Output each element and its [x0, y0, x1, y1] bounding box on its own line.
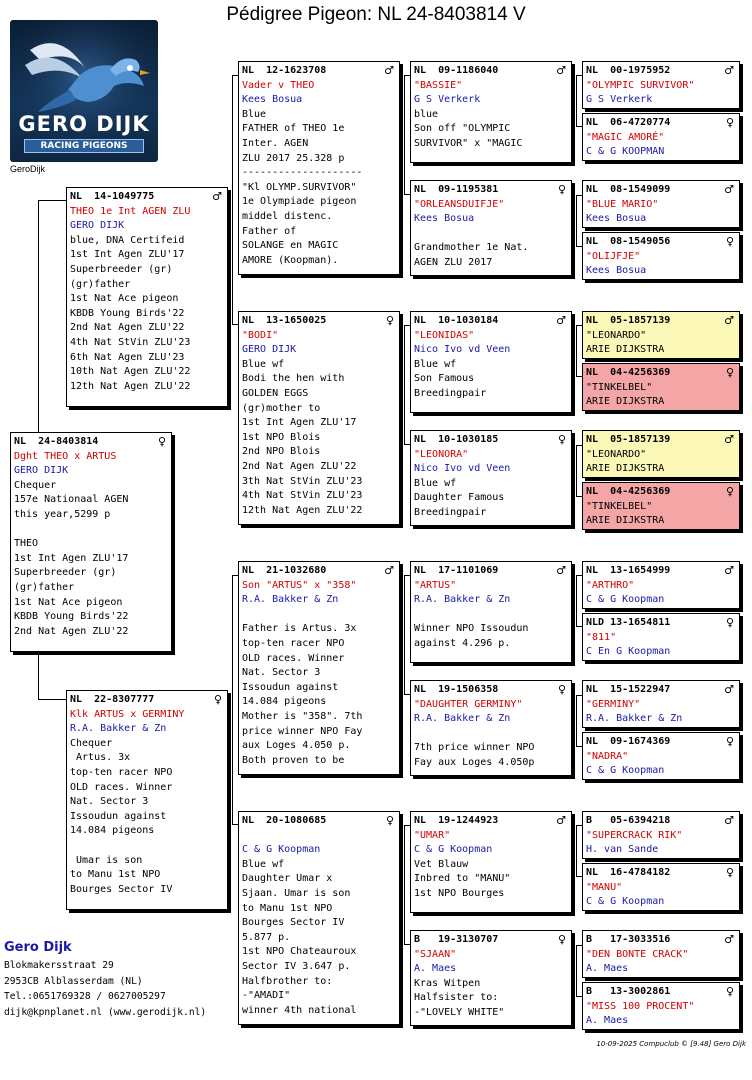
breeder-phone[interactable]: Tel.:0651769328 / 0627005297: [4, 991, 166, 1003]
ring-number: NL 15-1522947: [586, 684, 671, 695]
breeder-name: Gero Dijk: [4, 940, 72, 955]
owner-name: G S Verkerk: [586, 94, 653, 106]
pigeon-card-mfm[interactable]: [410, 680, 572, 776]
female-sex-icon: ♀: [725, 485, 734, 498]
pigeon-card-g7[interactable]: [582, 430, 740, 478]
card-header: [586, 616, 736, 631]
card-text-line: FATHER of THEO 1e: [242, 123, 345, 135]
card-text-line: OLD races. Winner: [70, 781, 173, 793]
card-header: [414, 683, 568, 698]
card-header: [586, 235, 736, 250]
ring-number: B 05-6394218: [586, 815, 671, 826]
pigeon-name: "MISS 100 PROCENT": [586, 1000, 695, 1012]
pigeon-card-dam-dam[interactable]: [238, 811, 400, 1025]
female-sex-icon: ♀: [725, 616, 734, 629]
pigeon-card-mff[interactable]: [410, 561, 572, 663]
card-text-line: -"LOVELY WHITE": [414, 1006, 505, 1018]
card-text-line: middel distenc.: [242, 210, 333, 222]
ring-number: NL 12-1623708: [242, 65, 327, 76]
pigeon-card-g10[interactable]: [582, 613, 740, 661]
pigeon-card-subject[interactable]: [10, 432, 172, 652]
pigeon-card-g9[interactable]: [582, 561, 740, 609]
ring-number: NL 04-4256369: [586, 367, 671, 378]
card-text-line: 1e Olympiade pigeon: [242, 196, 357, 208]
card-header: [242, 314, 396, 329]
card-text-line: AMORE (Koopman).: [242, 254, 339, 266]
pigeon-card-g8[interactable]: [582, 482, 740, 530]
pigeon-name: "UMAR": [414, 829, 451, 841]
pigeon-name: "BODI": [242, 329, 279, 341]
male-sex-icon: ♂: [724, 433, 734, 446]
pigeon-name: "GERMINY": [586, 698, 641, 710]
card-text-line: GOLDEN EGGS: [242, 387, 309, 399]
card-text-line: [242, 829, 396, 844]
pigeon-card-sire[interactable]: [66, 187, 228, 407]
pigeon-name: "MANU": [586, 881, 623, 893]
pigeon-card-g4[interactable]: [582, 232, 740, 280]
logo-subtext: RACING PIGEONS: [24, 139, 144, 153]
card-text-line: Grandmother 1e Nat.: [414, 242, 529, 254]
owner-name: GERO DIJK: [70, 220, 125, 232]
owner-name: C & G Koopman: [586, 896, 665, 908]
card-text-line: Chequer: [70, 737, 113, 749]
male-sex-icon: ♂: [724, 683, 734, 696]
card-text-line: "TINKELBEL": [586, 381, 653, 393]
card-header: [242, 564, 396, 579]
card-text-line: Father is Artus. 3x: [242, 623, 357, 635]
logo: [10, 20, 158, 162]
card-text-line: this year,5299 p: [14, 508, 111, 520]
card-text-line: Nat. Sector 3: [70, 796, 149, 808]
card-text-line: Halfsister to:: [414, 992, 499, 1004]
male-sex-icon: ♂: [724, 314, 734, 327]
pigeon-card-g11[interactable]: [582, 680, 740, 728]
card-text-line: Inter. AGEN: [242, 137, 309, 149]
male-sex-icon: ♂: [384, 64, 394, 77]
pigeon-card-g2[interactable]: [582, 113, 740, 161]
card-text-line: (gr)father: [70, 278, 131, 290]
card-header: [586, 985, 736, 1000]
pigeon-card-sire-sire[interactable]: [238, 61, 400, 275]
pigeon-name: "LEONIDAS": [414, 329, 475, 341]
pigeon-card-g5[interactable]: [582, 311, 740, 359]
card-text-line: Bodi the hen with: [242, 373, 345, 385]
pigeon-card-g16[interactable]: [582, 982, 740, 1030]
male-sex-icon: ♂: [724, 933, 734, 946]
card-text-line: winner 4th national: [242, 1004, 357, 1016]
pigeon-card-fmf[interactable]: [410, 311, 572, 413]
ring-number: NL 05-1857139: [586, 315, 671, 326]
male-sex-icon: ♂: [556, 64, 566, 77]
male-sex-icon: ♂: [724, 64, 734, 77]
pigeon-card-fff[interactable]: [410, 61, 572, 163]
card-text-line: [414, 227, 568, 242]
owner-name: A. Maes: [586, 963, 629, 975]
pigeon-name: "ORLEANSDUIFJE": [414, 198, 505, 210]
pigeon-name: "DEN BONTE CRACK": [586, 948, 689, 960]
pigeon-card-dam-sire[interactable]: [238, 561, 400, 775]
ring-number: NL 05-1857139: [586, 434, 671, 445]
pigeon-name: THEO 1e Int AGEN ZLU: [70, 205, 191, 217]
pigeon-card-fmm[interactable]: [410, 430, 572, 526]
ring-number: NLD 13-1654811: [586, 617, 671, 628]
ring-number: NL 16-4784182: [586, 867, 671, 878]
ring-number: NL 14-1049775: [70, 191, 155, 202]
card-text-line: Bourges Sector IV: [70, 883, 173, 895]
card-text-line: Blue wf: [414, 358, 457, 370]
card-text-line: Breedingpair: [414, 387, 487, 399]
pigeon-card-g1[interactable]: [582, 61, 740, 109]
card-header: [586, 314, 736, 329]
ring-number: B 13-3002861: [586, 986, 671, 997]
card-header: [414, 64, 568, 79]
card-header: [414, 814, 568, 829]
card-text-line: THEO: [14, 538, 39, 550]
card-text-line: 10th Nat Agen ZLU'22: [70, 366, 191, 378]
card-text-line: Chequer: [14, 479, 57, 491]
ring-number: NL 10-1030184: [414, 315, 499, 326]
owner-name: C & G Koopman: [242, 844, 321, 856]
ring-number: NL 20-1080685: [242, 815, 327, 826]
breeder-info: [4, 938, 234, 1020]
breeder-address-line: Blokmakersstraat 29: [4, 960, 114, 971]
card-text-line: ARIE DIJKSTRA: [586, 463, 665, 475]
ring-number: B 17-3033516: [586, 934, 671, 945]
pigeon-name: "811": [586, 631, 617, 643]
card-text-line: Fay aux Loges 4.050p: [414, 756, 535, 768]
logo-text: GERO DIJK: [18, 112, 150, 136]
pigeon-name: Klk ARTUS x GERMINY: [70, 708, 185, 720]
card-text-line: --------------------: [242, 167, 363, 179]
card-text-line: blue: [414, 108, 439, 120]
card-text-line: 14.084 pigeons: [242, 696, 327, 708]
pigeon-name: "ARTUS": [414, 579, 457, 591]
card-text-line: against 4.296 p.: [414, 637, 511, 649]
card-text-line: 4th Nat StVin ZLU'23: [70, 336, 191, 348]
card-text-line: 14.084 pigeons: [70, 825, 155, 837]
pigeon-card-ffm[interactable]: [410, 180, 572, 276]
card-header: [14, 435, 168, 450]
card-text-line: [70, 839, 224, 854]
owner-name: C & G Koopman: [414, 844, 493, 856]
card-text-line: Daughter Umar x: [242, 873, 333, 885]
card-text-line: Superbreeder (gr): [14, 567, 117, 579]
pigeon-name: "OLYMPIC SURVIVOR": [586, 79, 695, 91]
card-text-line: 2nd Nat Agen ZLU'22: [14, 625, 129, 637]
owner-name: C & G Koopman: [586, 594, 665, 606]
pigeon-card-mmm[interactable]: [410, 930, 572, 1026]
owner-name: R.A. Bakker & Zn: [414, 713, 511, 725]
pigeon-name: "BASSIE": [414, 79, 463, 91]
card-text-line: KBDB Young Birds'22: [14, 611, 129, 623]
card-text-line: 12th Nat Agen ZLU'22: [242, 504, 363, 516]
card-text-line: 2nd Nat Agen ZLU'22: [70, 322, 185, 334]
ring-number: NL 17-1101069: [414, 565, 499, 576]
logo-caption: GeroDijk: [10, 164, 46, 174]
pigeon-card-g12[interactable]: [582, 732, 740, 780]
card-text-line: Blue: [242, 108, 267, 120]
card-text-line: Mother is "358". 7th: [242, 710, 363, 722]
owner-name: G S Verkerk: [414, 94, 481, 106]
owner-name: C & G KOOPMAN: [586, 146, 665, 158]
card-header: [242, 814, 396, 829]
card-text-line: 3th Nat StVin ZLU'23: [242, 475, 363, 487]
card-header: [586, 116, 736, 131]
pigeon-name: Vader v THEO: [242, 79, 315, 91]
card-text-line: Kras Witpen: [414, 977, 481, 989]
page-title: Pédigree Pigeon: NL 24-8403814 V: [226, 4, 526, 25]
ring-number: NL 21-1032680: [242, 565, 327, 576]
card-header: [414, 564, 568, 579]
card-text-line: OLD races. Winner: [242, 652, 345, 664]
card-header: [70, 693, 224, 708]
pigeon-name: Son "ARTUS" x "358": [242, 579, 357, 591]
pigeon-name: "ARTHRO": [586, 579, 635, 591]
pigeon-card-g13[interactable]: [582, 811, 740, 859]
card-header: [586, 485, 736, 500]
card-text-line: Nat. Sector 3: [242, 667, 321, 679]
card-text-line: KBDB Young Birds'22: [70, 307, 185, 319]
pigeon-name: "OLIJFJE": [586, 250, 641, 262]
card-text-line: 157e Nationaal AGEN: [14, 494, 129, 506]
female-sex-icon: ♀: [725, 366, 734, 379]
owner-name: GERO DIJK: [242, 344, 297, 356]
card-text-line: Artus. 3x: [70, 752, 131, 764]
ring-number: NL 09-1195381: [414, 184, 499, 195]
ring-number: NL 09-1674369: [586, 736, 671, 747]
owner-name: C En G Koopman: [586, 646, 671, 658]
ring-number: NL 24-8403814: [14, 436, 99, 447]
card-header: [586, 366, 736, 381]
card-text-line: 2nd NPO Blois: [242, 446, 321, 458]
male-sex-icon: ♂: [556, 564, 566, 577]
card-text-line: Blue wf: [242, 858, 285, 870]
card-text-line: [414, 608, 568, 623]
card-text-line: to Manu 1st NPO: [242, 902, 333, 914]
card-text-line: top-ten racer NPO: [242, 637, 345, 649]
ring-number: NL 08-1549099: [586, 184, 671, 195]
female-sex-icon: ♀: [557, 433, 566, 446]
card-header: [586, 433, 736, 448]
card-text-line: top-ten racer NPO: [70, 766, 173, 778]
ring-number: B 19-3130707: [414, 934, 499, 945]
owner-name: H. van Sande: [586, 844, 659, 856]
card-header: [586, 735, 736, 750]
ring-number: NL 13-1650025: [242, 315, 327, 326]
owner-name: C & G Koopman: [586, 765, 665, 777]
card-text-line: Inbred to "MANU": [414, 873, 511, 885]
card-text-line: "LEONARDO": [586, 329, 647, 341]
male-sex-icon: ♂: [724, 564, 734, 577]
female-sex-icon: ♀: [213, 693, 222, 706]
pigeon-card-g6[interactable]: [582, 363, 740, 411]
card-text-line: Umar is son: [70, 854, 143, 866]
card-text-line: Son Famous: [414, 373, 475, 385]
owner-name: Kees Bosua: [586, 265, 647, 277]
card-header: [414, 183, 568, 198]
female-sex-icon: ♀: [725, 116, 734, 129]
card-text-line: (gr)mother to: [242, 402, 321, 414]
card-text-line: 1st NPO Chateauroux: [242, 946, 357, 958]
owner-name: R.A. Bakker & Zn: [242, 594, 339, 606]
card-text-line: Both proven to be: [242, 754, 345, 766]
pigeon-name: "MAGIC AMORÉ": [586, 131, 665, 143]
card-text-line: SURVIVOR" x "MAGIC: [414, 137, 523, 149]
card-text-line: "TINKELBEL": [586, 500, 653, 512]
card-text-line: blue, DNA Certifeid: [70, 234, 185, 246]
card-header: [586, 933, 736, 948]
owner-name: Kees Bosua: [414, 213, 475, 225]
card-text-line: Son off "OLYMPIC: [414, 123, 511, 135]
card-header: [242, 64, 396, 79]
owner-name: R.A. Bakker & Zn: [586, 713, 683, 725]
card-header: [586, 814, 736, 829]
card-text-line: 1st Nat Ace pigeon: [14, 596, 123, 608]
card-text-line: ARIE DIJKSTRA: [586, 515, 665, 527]
ring-number: NL 08-1549056: [586, 236, 671, 247]
footer-credit: 10-09-2025 Compuclub © [9.48] Gero Dijk: [596, 1040, 746, 1048]
card-text-line: 7th price winner NPO: [414, 742, 535, 754]
ring-number: NL 22-8307777: [70, 694, 155, 705]
card-text-line: [242, 608, 396, 623]
card-text-line: Daughter Famous: [414, 492, 505, 504]
owner-name: R.A. Bakker & Zn: [414, 594, 511, 606]
pigeon-name: "SJAAN": [414, 948, 457, 960]
card-text-line: Sector IV 3.647 p.: [242, 960, 351, 972]
card-text-line: Blue wf: [414, 477, 457, 489]
female-sex-icon: ♀: [157, 435, 166, 448]
card-text-line: [14, 523, 168, 538]
female-sex-icon: ♀: [557, 183, 566, 196]
pigeon-card-g14[interactable]: [582, 863, 740, 911]
ring-number: NL 13-1654999: [586, 565, 671, 576]
male-sex-icon: ♂: [556, 314, 566, 327]
card-text-line: 5.877 p.: [242, 931, 291, 943]
ring-number: NL 10-1030185: [414, 434, 499, 445]
card-text-line: Father of: [242, 225, 297, 237]
card-text-line: Sjaan. Umar is son: [242, 887, 351, 899]
breeder-address-line: 2953CB Alblasserdam (NL): [4, 975, 143, 987]
owner-name: A. Maes: [586, 1015, 629, 1027]
male-sex-icon: ♂: [212, 190, 222, 203]
card-header: [414, 933, 568, 948]
pigeon-card-dam[interactable]: [66, 690, 228, 910]
card-header: [586, 64, 736, 79]
male-sex-icon: ♂: [724, 814, 734, 827]
card-text-line: 1st Int Agen ZLU'17: [70, 249, 185, 261]
female-sex-icon: ♀: [725, 985, 734, 998]
card-text-line: 1st Int Agen ZLU'17: [242, 417, 357, 429]
card-text-line: Breedingpair: [414, 506, 487, 518]
breeder-email[interactable]: dijk@kpnplanet.nl (www.gerodijk.nl): [4, 1006, 207, 1018]
male-sex-icon: ♂: [556, 814, 566, 827]
owner-name: R.A. Bakker & Zn: [70, 723, 167, 735]
owner-name: Nico Ivo vd Veen: [414, 344, 511, 356]
card-text-line: (gr)father: [14, 581, 75, 593]
ring-number: NL 19-1244923: [414, 815, 499, 826]
ring-number: NL 09-1186040: [414, 65, 499, 76]
pigeon-name: "BLUE MARIO": [586, 198, 659, 210]
ring-number: NL 00-1975952: [586, 65, 671, 76]
female-sex-icon: ♀: [557, 933, 566, 946]
card-text-line: to Manu 1st NPO: [70, 869, 161, 881]
pigeon-name: "NADRA": [586, 750, 629, 762]
female-sex-icon: ♀: [725, 735, 734, 748]
card-text-line: Issoudun against: [242, 681, 339, 693]
card-text-line: ZLU 2017 25.328 p: [242, 152, 345, 164]
ring-number: NL 06-4720774: [586, 117, 671, 128]
card-text-line: ARIE DIJKSTRA: [586, 344, 665, 356]
pigeon-card-sire-dam[interactable]: [238, 311, 400, 525]
pigeon-card-mmf[interactable]: [410, 811, 572, 913]
card-text-line: price winner NPO Fay: [242, 725, 363, 737]
card-text-line: Vet Blauw: [414, 858, 469, 870]
female-sex-icon: ♀: [725, 235, 734, 248]
card-text-line: Halfbrother to:: [242, 975, 333, 987]
card-text-line: 1st NPO Bourges: [414, 887, 505, 899]
pigeon-card-g15[interactable]: [582, 930, 740, 978]
card-header: [586, 564, 736, 579]
pigeon-name: "DAUGHTER GERMINY": [414, 698, 523, 710]
owner-name: Kees Bosua: [242, 94, 303, 106]
pigeon-name: "SUPERCRACK RIK": [586, 829, 683, 841]
card-text-line: 2nd Nat Agen ZLU'22: [242, 460, 357, 472]
card-header: [414, 314, 568, 329]
card-text-line: SOLANGE en MAGIC: [242, 240, 339, 252]
card-header: [586, 183, 736, 198]
owner-name: Kees Bosua: [586, 213, 647, 225]
card-header: [414, 433, 568, 448]
owner-name: Nico Ivo vd Veen: [414, 463, 511, 475]
card-text-line: 6th Nat Agen ZLU'23: [70, 351, 185, 363]
card-text-line: Blue wf: [242, 358, 285, 370]
owner-name: GERO DIJK: [14, 465, 69, 477]
owner-name: A. Maes: [414, 963, 457, 975]
card-text-line: Bourges Sector IV: [242, 917, 345, 929]
card-header: [586, 866, 736, 881]
ring-number: NL 04-4256369: [586, 486, 671, 497]
card-text-line: 1st Int Agen ZLU'17: [14, 552, 129, 564]
card-text-line: 12th Nat Agen ZLU'22: [70, 380, 191, 392]
card-header: [586, 683, 736, 698]
pigeon-name: Dght THEO x ARTUS: [14, 450, 117, 462]
pigeon-name: "LEONORA": [414, 448, 469, 460]
male-sex-icon: ♂: [724, 183, 734, 196]
card-text-line: Winner NPO Issoudun: [414, 623, 529, 635]
female-sex-icon: ♀: [385, 314, 394, 327]
female-sex-icon: ♀: [385, 814, 394, 827]
card-text-line: Superbreeder (gr): [70, 263, 173, 275]
card-text-line: Issoudun against: [70, 810, 167, 822]
card-header: [70, 190, 224, 205]
card-text-line: [414, 727, 568, 742]
pigeon-card-g3[interactable]: [582, 180, 740, 228]
card-text-line: 1st Nat Ace pigeon: [70, 293, 179, 305]
card-text-line: 4th Nat StVin ZLU'23: [242, 490, 363, 502]
card-text-line: "Kl OLYMP.SURVIVOR": [242, 181, 357, 193]
male-sex-icon: ♂: [384, 564, 394, 577]
female-sex-icon: ♀: [725, 866, 734, 879]
card-text-line: "LEONARDO": [586, 448, 647, 460]
female-sex-icon: ♀: [557, 683, 566, 696]
ring-number: NL 19-1506358: [414, 684, 499, 695]
card-text-line: -"AMADI": [242, 990, 291, 1002]
card-text-line: 1st NPO Blois: [242, 431, 321, 443]
card-text-line: ARIE DIJKSTRA: [586, 396, 665, 408]
card-text-line: aux Loges 4.050 p.: [242, 740, 351, 752]
card-text-line: AGEN ZLU 2017: [414, 256, 493, 268]
